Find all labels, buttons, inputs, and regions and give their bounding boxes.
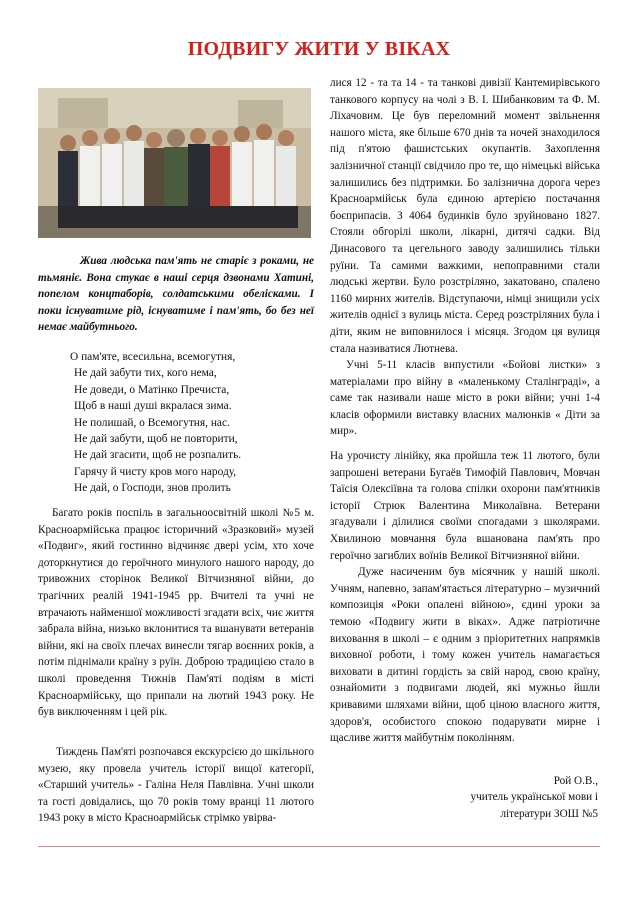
paragraph: лися 12 - та та 14 - та танкові дивізії Кантемирівського танкового корпусу на чолі з В. І. Шибанковим та Ф. М. Ліхачовим. Це був переломний момент звільнення нашого міста, яке більше 670 днів та ночей знаходилося під п'ятою фашистських окупантів. Захоплення залізничної станції свідчило про те, що німецькі війська залишились без підтримки. Бо залізнична дорога через Красноармійськ була єдиною артерією постачання боєприпасів. З 4064 будинків було зруйновано 1827. Стояли обгорілі школи, лікарні, дитячі садки. Від Динасового та цегельного заводу залишились тільки руїни. Та самими важкими, непоправними стали людські жертви. Було розстріляно, закатовано, спалено 1160 мирних жителів. Відступаючи, німці знищили усіх жителів однієї з вулиць міста. Серед розстріляних була і діти, яким не виповнилося і місяця. Згодом ця вулиця стала називатися Лютнева. xyxy=(330,77,600,355)
group-photo-icon xyxy=(38,88,311,238)
signature-role: літератури ЗОШ №5 xyxy=(500,807,598,820)
paragraph: Багато років поспіль в загальноосвітній школі №5 м. Красноармійська працює історичний «Зразковий» музей «Подвиг», який гостинно відчиняє двері усім, хто хоче доторкнутися до героїчного минулого нашого народу, до тривожних сторінок Великої Вітчизняної війни, до трагічних реалій 1941-1945 рр. Вчителі та учні не втрачають найменшої можливості згадати всіх, чиє життя забрала війна, низько вклонитися та вшанувати ветеранів війни, які на своїх плечах винесли тягар воєнних років, а потім піднімали країну з руїн. Доброю традицією стало в школі проведення Тижнів Пам'яті подіям в місті Красноармійську, що припали на лютий 1943 року. Не був виключенням і цей рік. xyxy=(38,507,314,719)
left-column-body xyxy=(38,505,314,721)
left-column-continuation xyxy=(38,744,314,827)
poem-line: Не дай забути, щоб не повторити, xyxy=(74,433,238,446)
poem-line: Не дай згасити, щоб не розпалить. xyxy=(74,449,242,462)
epigraph xyxy=(38,253,314,336)
poem-line: Не дай, о Господи, знов пролить xyxy=(74,482,231,495)
poem-line: О пам'яте, всесильна, всемогутня, xyxy=(70,351,236,363)
footer-rule xyxy=(38,846,600,847)
poem-line: Гарячу й чисту кров мого народу, xyxy=(74,465,237,478)
poem-line: Не дай забути тих, кого нема, xyxy=(74,367,217,380)
epigraph-text: Жива людська пам'ять не старіє з роками, не тьмяніє. Вона стукає в наші серця дзвонами Хатині, попелом концтаборів, солдатськими обелісками. І поки існуватиме рід, існуватиме і пам'ять, бо без неї немає майбутнього. xyxy=(38,255,314,334)
signature xyxy=(338,773,598,822)
signature-name: Рой О.В., xyxy=(553,775,598,787)
poem xyxy=(70,349,310,497)
paragraph: Дуже насиченим був місячник у нашій школі. Учням, напевно, запам'ятається літературно – музичний композиція «Роки опалені війною», єдині уроки за темою «Подвигу жити в віках». Адже патріотичне виховання в школі – є одним з пріоритетних напрямків виховної роботи, і тому кожен учитель намагається виховати в дитині гордість за свій народ, свою країну, ознайомити з подвигами людей, які мужньо йшли кривавими шляхами війни, щоб ціною власного життя, здоров'я, особистого спокою подарувати мирне і щасливе життя майбутнім поколінням. xyxy=(330,566,600,745)
poem-line: Не доведи, о Матінко Пречиста, xyxy=(74,383,230,396)
paragraph: Учні 5-11 класів випустили «Бойові листки» з матеріалами про війну в «маленькому Сталінграді», а саме так називали наше місто в роки війни; учні 1-4 класів оформили виставку власних малюнків « Діти за мир». xyxy=(330,359,600,438)
poem-line: Щоб в наші душі вкралася зима. xyxy=(74,400,232,413)
page-title: ПОДВИГУ ЖИТИ У ВІКАХ xyxy=(187,38,451,60)
group-photo xyxy=(38,88,311,238)
right-column xyxy=(330,75,600,747)
paragraph: На урочисту лінійку, яка пройшла теж 11 лютого, були запрошені ветерани Бугаёв Тимофій Павлович, Мовчан Таїсія Олексіївна та голова спілки охорони пам'ятників історії Стрюк Валентина Миколаївна. Ветерани згадували і ділилися своїми спогадами з школярами. Хвилиною мовчання була вшанована пам'ять про героїчно загиблих воїнів Великої Вітчизняної війни. xyxy=(330,450,600,562)
signature-role: учитель української мови і xyxy=(470,791,598,804)
poem-line: Не полишай, о Всемогутня, нас. xyxy=(74,416,230,429)
paragraph: Тиждень Пам'яті розпочався екскурсією до шкільного музею, яку провела учитель історії вищої категорії, «Старший учитель» - Галіна Неля Павлівна. Учні школи та гості довідались, що 70 років тому вранці 11 лютого 1943 року в місто Красноармійськ стрімко увірва- xyxy=(38,746,314,825)
